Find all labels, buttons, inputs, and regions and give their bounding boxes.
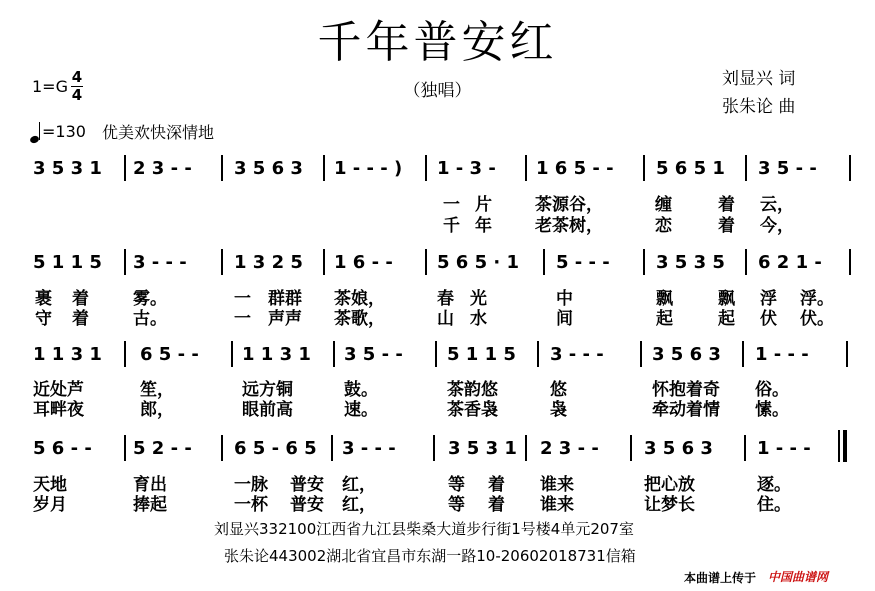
composer-credit: 张朱论 曲 [722,97,796,117]
lyric: 山 [437,309,454,329]
lyric: 飘 [718,289,735,309]
lyric: 着 [488,495,505,515]
lyric: 着 [488,475,505,495]
measure: 1 - 3 - [437,158,496,179]
measure: 2 3 - - [540,438,599,459]
site-logo: 中国曲谱网 [768,570,829,584]
measure: 3 5 6 3 [652,344,721,365]
measure: 5 - - - [556,252,610,273]
lyric: 着 [718,195,735,215]
lyric: 等 [448,475,465,495]
lyric: 一 [443,195,460,215]
measure: 5 6 5 · 1 [437,252,520,273]
measure: 3 5 3 1 [448,438,517,459]
lyric: 群群 [268,289,302,309]
time-signature-numerator: 4 [71,68,83,86]
lyricist-credit: 刘显兴 词 [722,69,796,89]
tempo-value: =130 [42,122,86,141]
measure: 3 - - - [133,252,187,273]
measure: 1 6 - - [334,252,393,273]
lyric: 老茶树， [535,216,603,236]
lyric: 红， [342,475,376,495]
lyric: 茶韵悠 [447,380,498,400]
lyric: 普安 [290,475,324,495]
lyric: 茶源谷， [535,195,603,215]
measure: 1 3 2 5 [234,252,303,273]
measure: 3 5 6 3 [644,438,713,459]
lyric: 一杯 [234,495,268,515]
lyric: 一脉 [234,475,268,495]
lyric: 愫。 [755,400,789,420]
measure: 5 1 1 5 [447,344,516,365]
lyric: 着 [72,309,89,329]
lyric: 伏。 [800,309,834,329]
lyric: 茶娘， [334,289,385,309]
lyric: 住。 [757,495,791,515]
time-signature-denominator: 4 [71,86,83,104]
final-barline-thin [838,430,840,462]
lyric: 笙， [140,380,174,400]
measure: 3 5 3 5 [656,252,725,273]
lyric: 恋 [655,216,672,236]
upload-note: 本曲谱上传于 [684,571,757,585]
lyric: 远方铜 [242,380,293,400]
lyric: 牵动着情 [652,400,720,420]
measure: 3 5 - - [344,344,403,365]
lyric: 云， [760,195,794,215]
tempo-expression: 优美欢快深情地 [101,123,214,142]
key-signature [32,70,83,103]
measure: 6 2 1 - [758,252,822,273]
measure: 3 5 6 3 [234,158,303,179]
lyric: 把心放 [644,475,695,495]
measure: 5 6 - - [33,438,92,459]
lyric: 间 [556,309,573,329]
tempo-marking [30,120,214,143]
quarter-note-icon [30,121,40,143]
lyric: 缠 [655,195,672,215]
lyric: 伏 [760,309,777,329]
lyric: 一 [234,289,251,309]
key-label: 1=G [32,77,68,96]
lyric: 光 [470,289,487,309]
measure: 3 - - - [550,344,604,365]
song-subtitle: （独唱） [403,81,472,101]
lyric: 速。 [344,400,378,420]
lyric: 耳畔夜 [33,400,84,420]
measure: 5 2 - - [133,438,192,459]
lyric: 年 [475,216,492,236]
lyric: 岁月 [33,495,67,515]
lyric: 悠 [550,380,567,400]
measure: 1 1 3 1 [33,344,102,365]
lyric: 谁来 [540,475,574,495]
measure: 3 5 3 1 [33,158,102,179]
measure: 6 5 - - [140,344,199,365]
lyric: 裹 [35,289,52,309]
lyric: 水 [470,309,487,329]
lyric: 声声 [268,309,302,329]
measure: 3 - - - [342,438,396,459]
lyric: 古。 [133,309,167,329]
lyric: 着 [72,289,89,309]
lyric: 今， [760,216,794,236]
lyric: 飘 [656,289,673,309]
measure: 1 - - - [757,438,811,459]
lyric: 谁来 [540,495,574,515]
measure: 5 1 1 5 [33,252,102,273]
time-signature [71,70,83,103]
lyricist-address: 刘显兴332100江西省九江县柴桑大道步行街1号楼4单元207室 [214,520,634,538]
composer-address: 张朱论443002湖北省宜昌市东湖一路10-20602018731信箱 [224,547,636,565]
lyric: 天地 [33,475,67,495]
lyric: 等 [448,495,465,515]
lyric: 捧起 [133,495,167,515]
measure: 1 - - - ) [334,158,403,179]
measure: 3 5 - - [758,158,817,179]
lyric: 近处芦 [33,380,84,400]
lyric: 郎， [140,400,174,420]
lyric: 茶香袅 [447,400,498,420]
lyric: 怀抱着奇 [652,380,720,400]
lyric: 袅 [550,400,567,420]
lyric: 育出 [133,475,167,495]
lyric: 雾。 [133,289,167,309]
lyric: 浮 [760,289,777,309]
lyric: 着 [718,216,735,236]
lyric: 让梦长 [644,495,695,515]
lyric: 中 [556,289,573,309]
lyric: 片 [475,195,492,215]
lyric: 茶歌， [334,309,385,329]
lyric: 春 [437,289,454,309]
measure: 1 1 3 1 [242,344,311,365]
lyric: 鼓。 [344,380,378,400]
measure: 5 6 5 1 [656,158,725,179]
lyric: 起 [656,309,673,329]
measure: 1 6 5 - - [536,158,614,179]
measure: 6 5 - 6 5 [234,438,317,459]
lyric: 俗。 [755,380,789,400]
lyric: 浮。 [800,289,834,309]
lyric: 千 [443,216,460,236]
lyric: 逐。 [757,475,791,495]
lyric: 红， [342,495,376,515]
lyric: 眼前高 [242,400,293,420]
measure: 1 - - - [755,344,809,365]
lyric: 普安 [290,495,324,515]
song-title: 千年普安红 [317,17,558,68]
measure: 2 3 - - [133,158,192,179]
lyric: 守 [35,309,52,329]
lyric: 起 [718,309,735,329]
lyric: 一 [234,309,251,329]
final-barline-thick [843,430,847,462]
